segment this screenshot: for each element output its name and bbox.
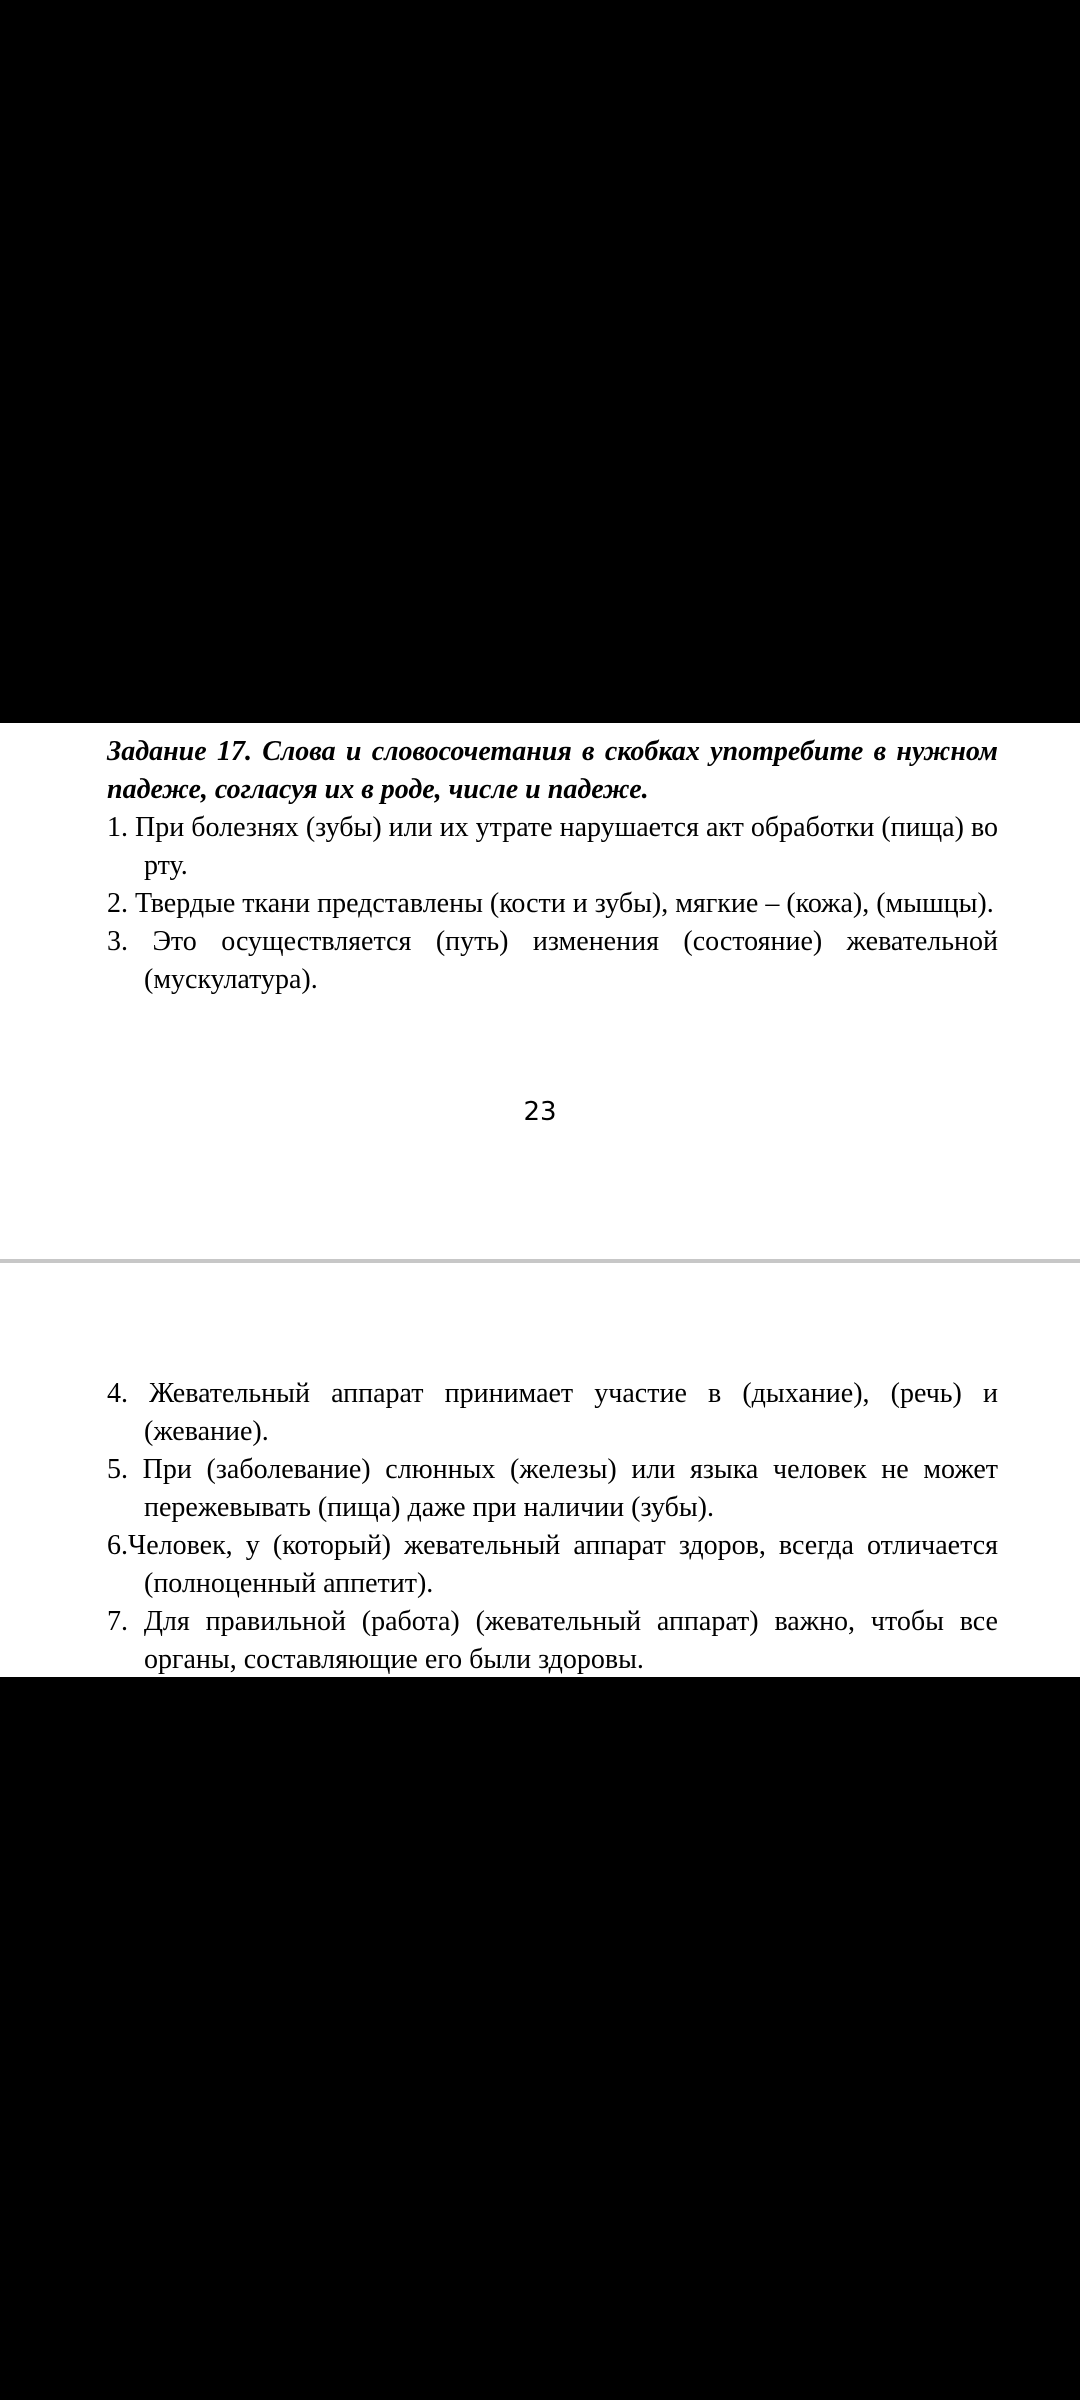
list-item <box>107 1527 998 1603</box>
item-text: Это осуществляется (путь) изменения (состояние) жевательной (мускулатура). <box>128 926 998 995</box>
page-number: 23 <box>523 1097 557 1127</box>
task-continuation <box>107 1375 998 1679</box>
item-text: Для правильной (работа) (жевательный аппарат) важно, чтобы все органы, составляющие его были здоровы. <box>128 1606 998 1675</box>
list-item <box>107 885 998 923</box>
list-item <box>107 1451 998 1527</box>
task-block <box>107 733 998 999</box>
page-bottom-fragment <box>0 1263 1080 1677</box>
list-item <box>107 809 998 885</box>
task-title: Задание 17. Слова и словосочетания в скобках употребите в нужном падеже, согласуя их в роде, числе и падеже. <box>107 736 998 805</box>
item-number: 6. <box>107 1530 128 1561</box>
item-number: 2. <box>107 888 128 919</box>
item-number: 1. <box>107 812 128 843</box>
item-text: Жевательный аппарат принимает участие в (дыхание), (речь) и (жевание). <box>128 1378 998 1447</box>
list-item <box>107 1375 998 1451</box>
item-number: 7. <box>107 1606 128 1637</box>
item-number: 4. <box>107 1378 128 1409</box>
item-text: Человек, у (который) жевательный аппарат здоров, всегда отличается (полноценный аппетит). <box>128 1530 998 1599</box>
list-item <box>107 1603 998 1679</box>
list-item <box>107 923 998 999</box>
item-text: При болезнях (зубы) или их утрате нарушается акт обработки (пища) во рту. <box>128 812 998 881</box>
item-text: При (заболевание) слюнных (железы) или языка человек не может пережевывать (пища) даже при наличии (зубы). <box>128 1454 998 1523</box>
page-top-fragment <box>0 723 1080 1260</box>
item-text: Твердые ткани представлены (кости и зубы), мягкие – (кожа), (мышцы). <box>128 888 994 919</box>
item-number: 3. <box>107 926 128 957</box>
item-number: 5. <box>107 1454 128 1485</box>
